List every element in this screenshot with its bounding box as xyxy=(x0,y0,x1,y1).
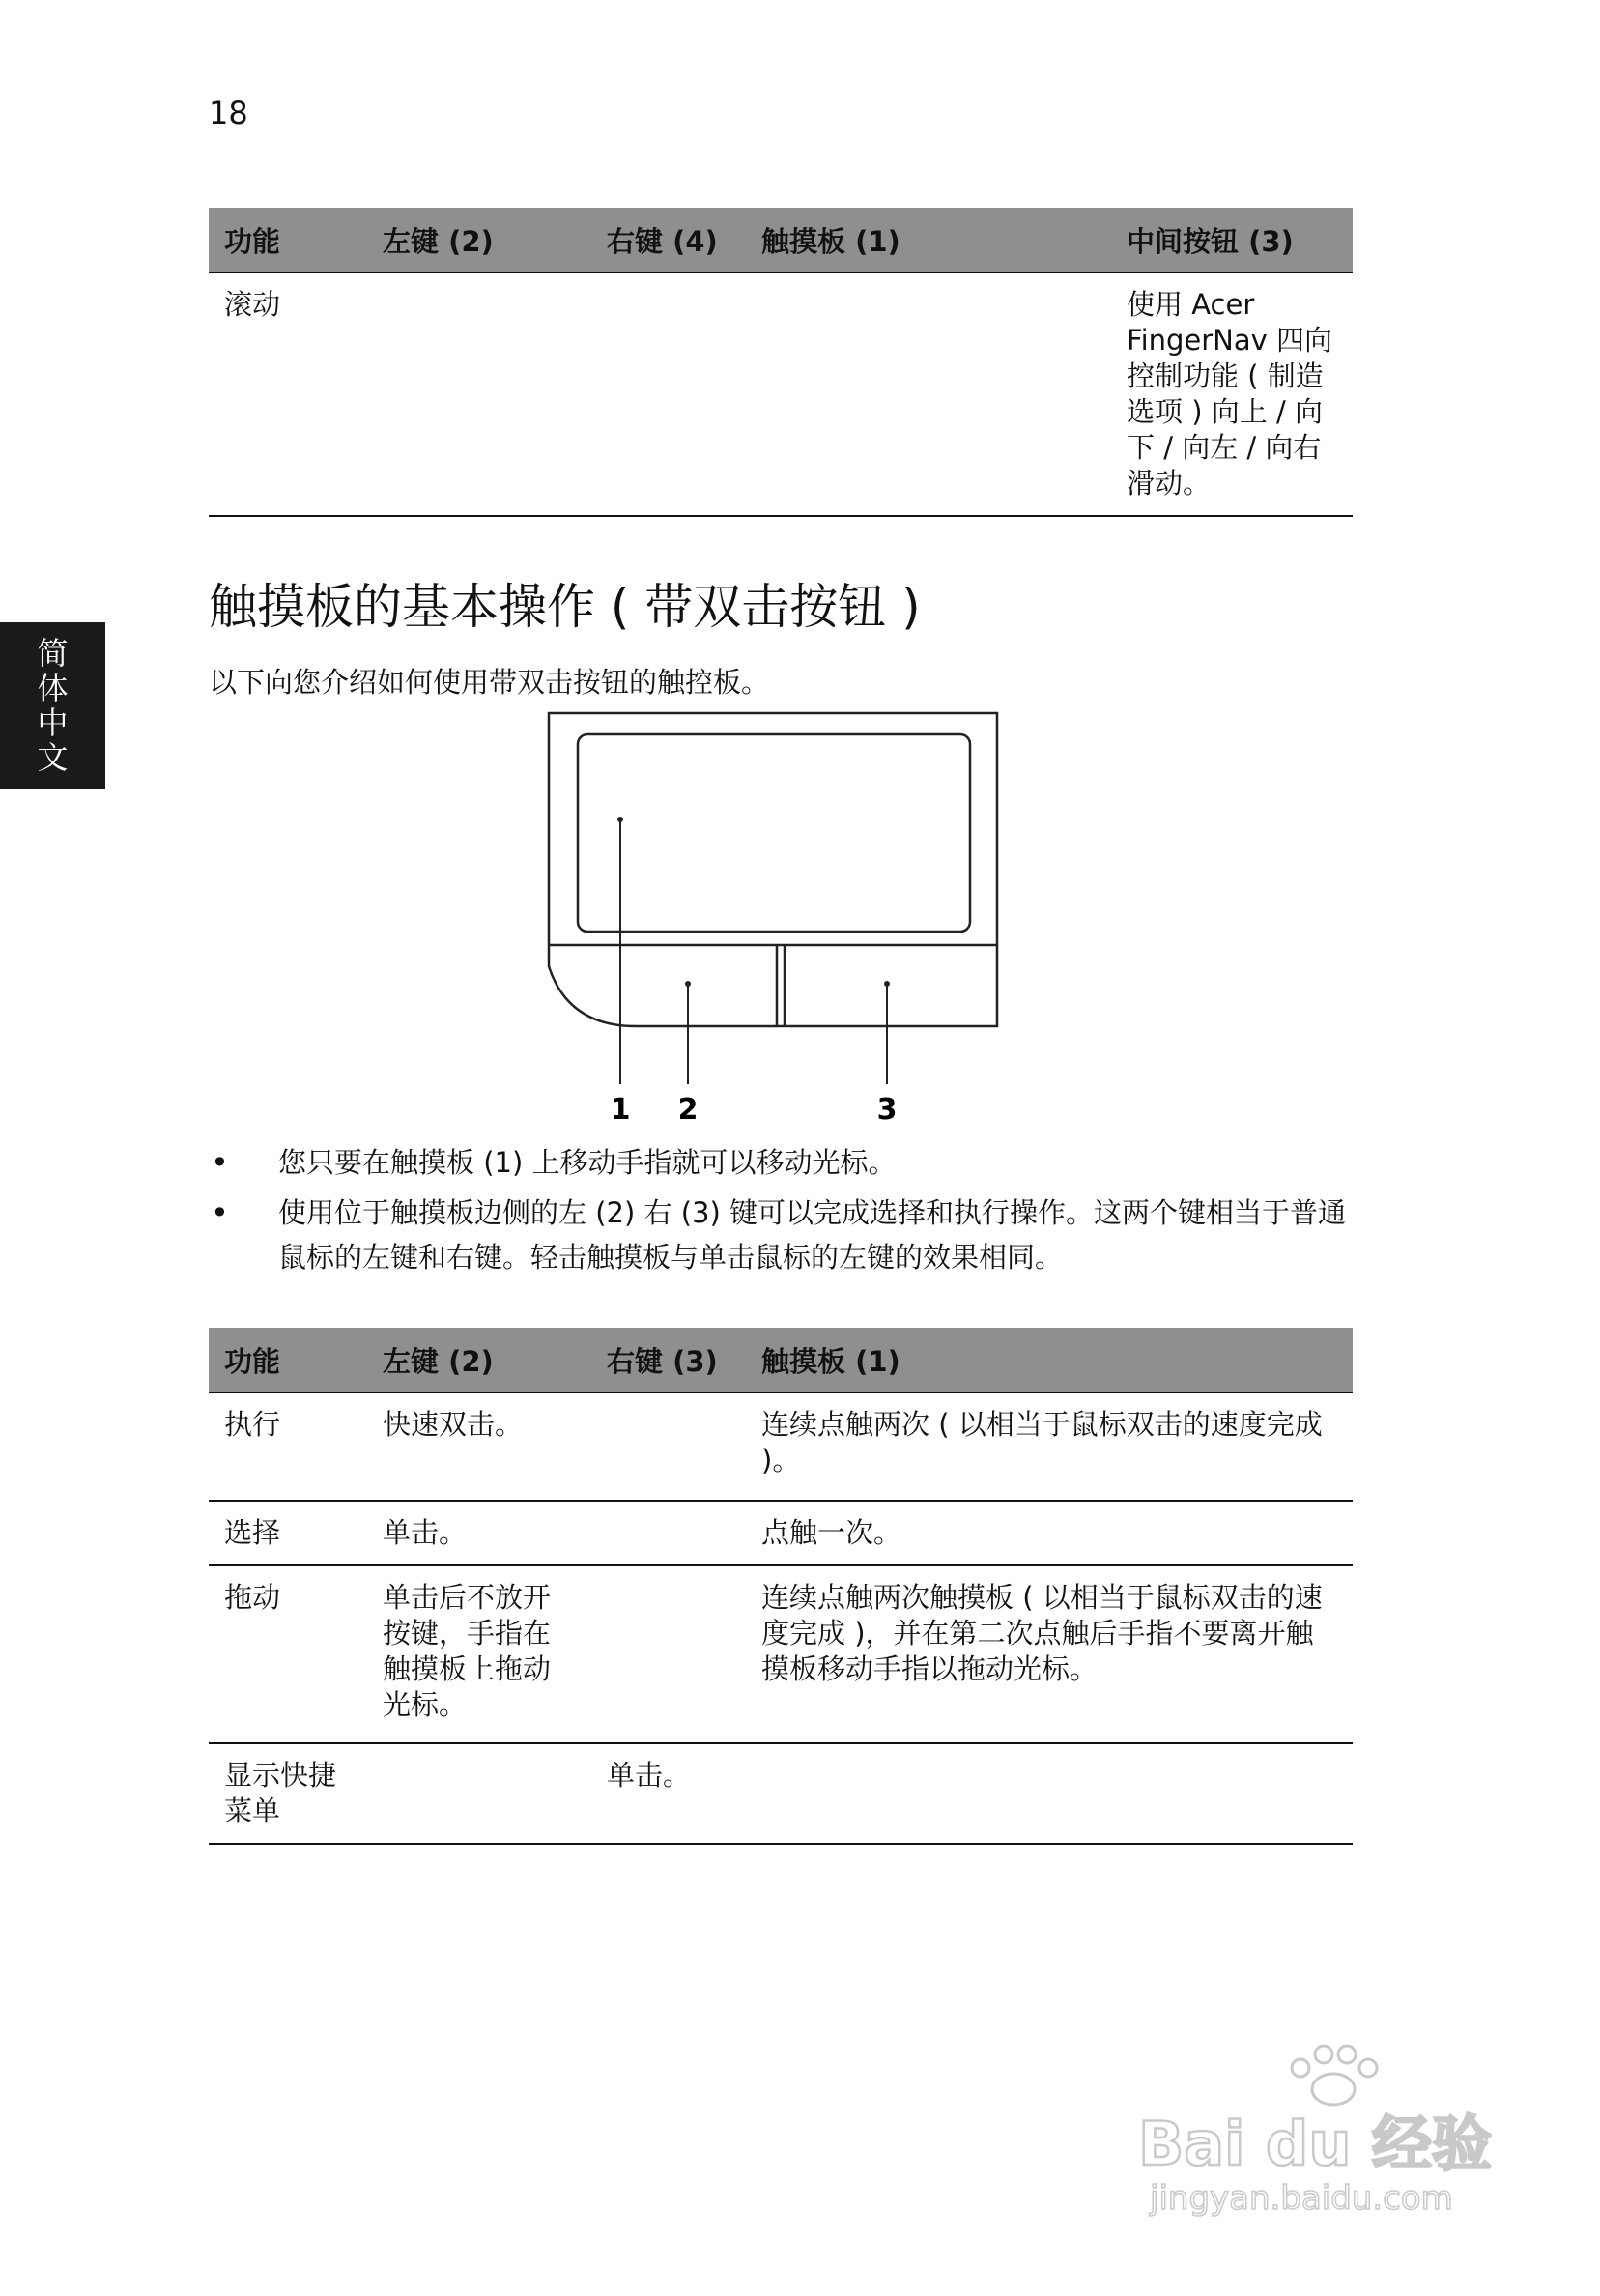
col-header-right-button: 右键 (3) xyxy=(591,1328,746,1392)
watermark-url: jingyan.baidu.com xyxy=(1150,2179,1453,2218)
table-cell: 显示快捷菜单 xyxy=(209,1743,367,1844)
col-header-right-button: 右键 (4) xyxy=(591,208,746,273)
col-header-center-button: 中间按钮 (3) xyxy=(1111,208,1353,273)
table-cell xyxy=(746,1743,1353,1844)
table-cell: 单击。 xyxy=(591,1743,746,1844)
col-header-left-button: 左键 (2) xyxy=(367,208,591,273)
table-cell: 连续点触两次 ( 以相当于鼠标双击的速度完成 )。 xyxy=(746,1392,1353,1501)
side-tab-char: 体 xyxy=(37,670,69,706)
table-header-row xyxy=(209,208,1353,273)
table-header-row xyxy=(209,1328,1353,1392)
table-cell xyxy=(591,1565,746,1743)
table-cell: 滚动 xyxy=(209,273,367,516)
side-tab-char: 中 xyxy=(37,704,69,741)
col-header-left-button: 左键 (2) xyxy=(367,1328,591,1392)
col-header-function: 功能 xyxy=(209,1328,367,1392)
table-cell xyxy=(746,273,1111,516)
page-number: 18 xyxy=(209,95,248,131)
table-row xyxy=(209,1743,1353,1844)
table-cell xyxy=(591,1501,746,1565)
table-row xyxy=(209,1565,1353,1743)
table-cell xyxy=(367,273,591,516)
touchpad-surface xyxy=(578,734,970,932)
language-side-tab xyxy=(0,622,105,789)
table-cell: 使用 Acer FingerNav 四向控制功能 ( 制造选项 ) 向上 / 向下 / 向左 / 向右滑动。 xyxy=(1111,273,1353,516)
table-cell: 选择 xyxy=(209,1501,367,1565)
touchpad-outer-frame xyxy=(549,713,997,1026)
list-item xyxy=(209,1191,1353,1279)
instruction-list xyxy=(209,1140,1353,1285)
callout-label-3: 3 xyxy=(876,1093,898,1127)
col-header-touchpad: 触摸板 (1) xyxy=(746,208,1111,273)
baidu-watermark xyxy=(1130,2039,1517,2223)
table-cell xyxy=(367,1743,591,1844)
list-item-text: 使用位于触摸板边侧的左 (2) 右 (3) 键可以完成选择和执行操作。这两个键相当于普通鼠标的左键和右键。轻击触摸板与单击鼠标的左键的效果相同。 xyxy=(278,1196,1347,1274)
table-cell xyxy=(591,1392,746,1501)
list-item xyxy=(209,1140,1353,1185)
table-cell: 点触一次。 xyxy=(746,1501,1353,1565)
bullet-icon: • xyxy=(211,1144,229,1181)
list-item-text: 您只要在触摸板 (1) 上移动手指就可以移动光标。 xyxy=(278,1146,897,1179)
side-tab-char: 简 xyxy=(37,635,69,672)
table-cell: 快速双击。 xyxy=(367,1392,591,1501)
touchpad-diagram xyxy=(541,705,1005,1131)
callout-label-1: 1 xyxy=(610,1093,631,1127)
table-row xyxy=(209,1392,1353,1501)
table-cell: 执行 xyxy=(209,1392,367,1501)
col-header-touchpad: 触摸板 (1) xyxy=(746,1328,1353,1392)
table-row xyxy=(209,1501,1353,1565)
table-cell: 单击。 xyxy=(367,1501,591,1565)
callout-label-2: 2 xyxy=(677,1093,699,1127)
col-header-function: 功能 xyxy=(209,208,367,273)
table-cell: 连续点触两次触摸板 ( 以相当于鼠标双击的速度完成 )，并在第二次点触后手指不要离开触摸板移动手指以拖动光标。 xyxy=(746,1565,1353,1743)
watermark-brand: Bai du 经验 xyxy=(1138,2109,1493,2179)
section-heading: 触摸板的基本操作 ( 带双击按钮 ) xyxy=(209,579,921,635)
table-cell xyxy=(591,273,746,516)
bullet-icon: • xyxy=(211,1194,229,1231)
intro-paragraph: 以下向您介绍如何使用带双击按钮的触控板。 xyxy=(209,666,770,699)
table-row xyxy=(209,273,1353,516)
scroll-function-table xyxy=(209,208,1353,517)
table-cell: 单击后不放开按键，手指在触摸板上拖动光标。 xyxy=(367,1565,591,1743)
side-tab-char: 文 xyxy=(37,739,69,776)
table-cell: 拖动 xyxy=(209,1565,367,1743)
touchpad-function-table xyxy=(209,1328,1353,1845)
